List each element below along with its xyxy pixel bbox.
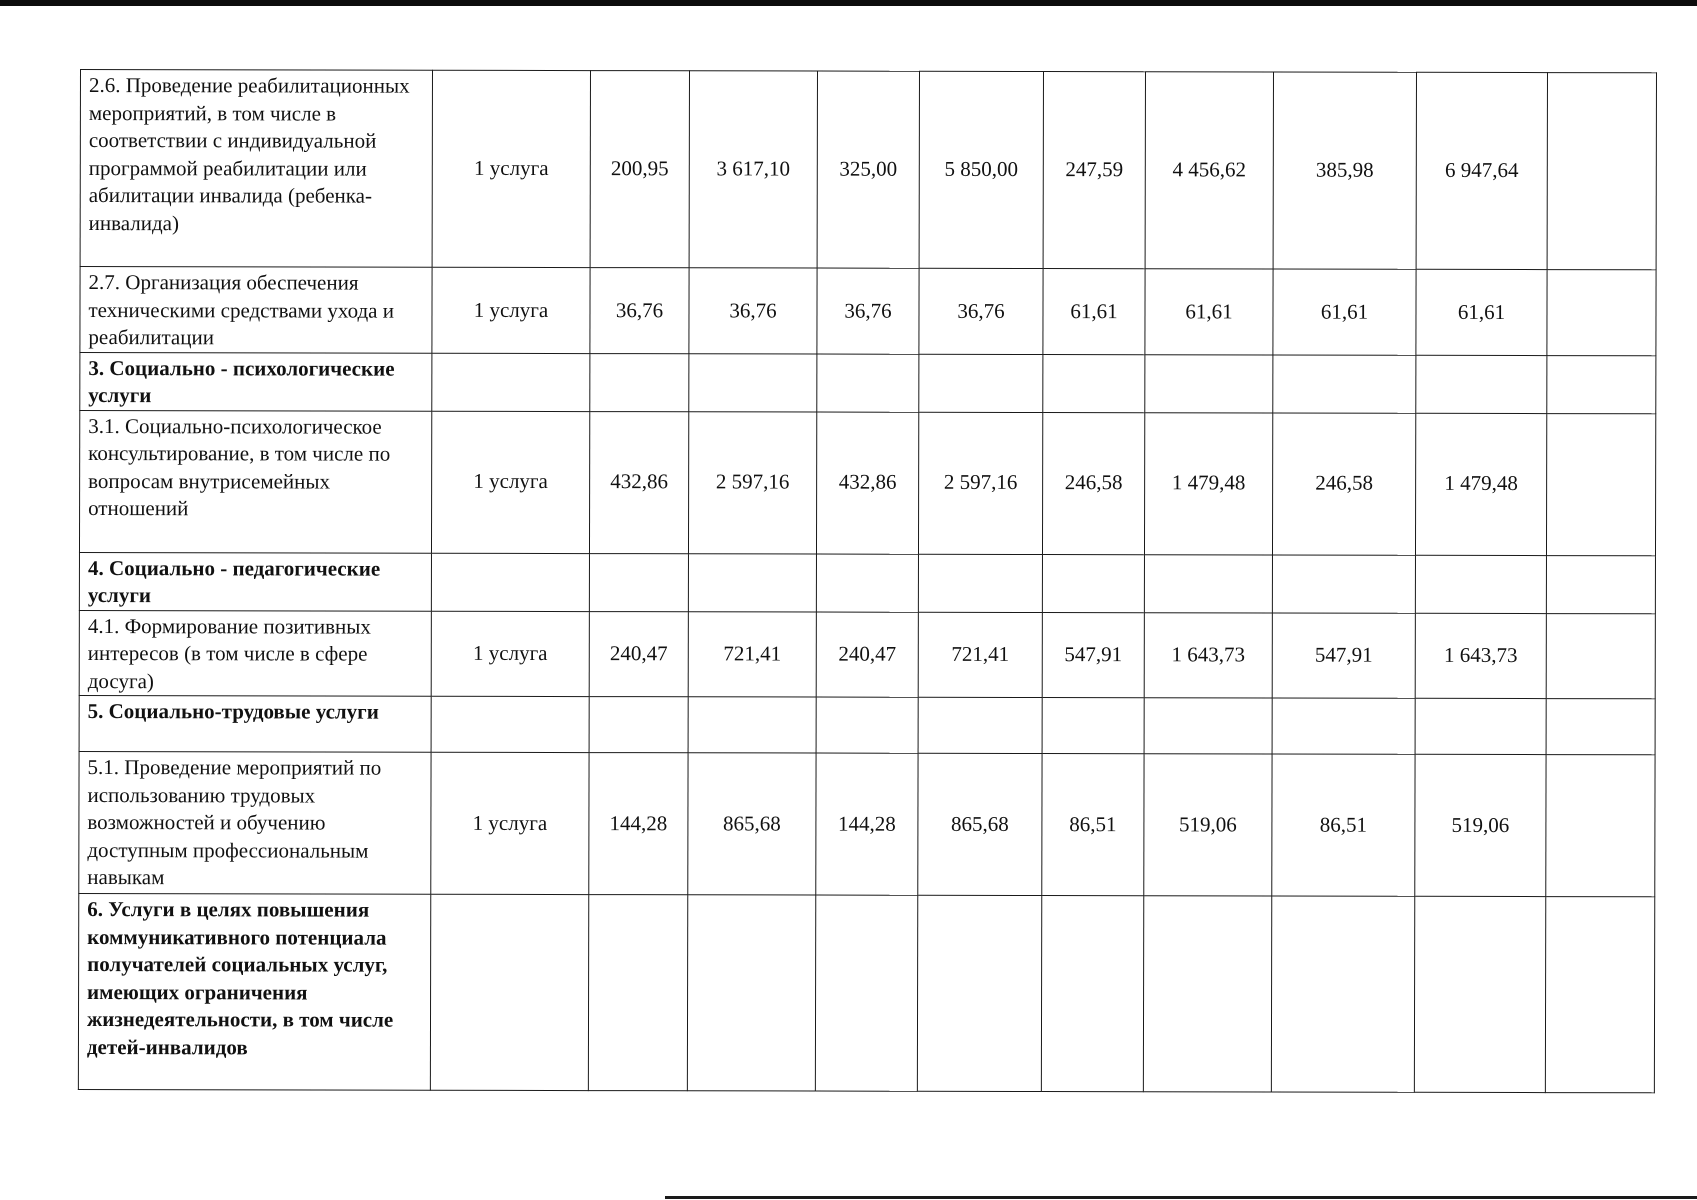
value-cell [918, 697, 1042, 753]
value-cell: 240,47 [816, 612, 918, 698]
value-cell [589, 697, 688, 753]
value-cell [1546, 613, 1655, 699]
scan-edge-top [0, 0, 1697, 6]
scan-edge-bottom [665, 1196, 1697, 1199]
table-row [79, 552, 1655, 613]
value-cell: 246,58 [1272, 412, 1415, 554]
value-cell [1547, 355, 1656, 413]
value-cell: 36,76 [817, 268, 919, 354]
value-cell: 519,06 [1144, 754, 1272, 896]
value-cell: 144,28 [589, 753, 688, 895]
value-cell: 865,68 [688, 753, 816, 895]
table-row [79, 410, 1655, 555]
value-cell: 4 456,62 [1145, 72, 1273, 269]
value-cell: 246,58 [1042, 412, 1144, 554]
value-cell [1546, 699, 1655, 755]
value-cell [816, 697, 918, 753]
unit-cell: 1 услуга [431, 611, 589, 697]
value-cell: 5 850,00 [919, 71, 1043, 268]
value-cell: 200,95 [590, 71, 689, 268]
value-cell: 61,61 [1145, 269, 1273, 355]
value-cell: 1 643,73 [1415, 613, 1546, 699]
value-cell: 6 947,64 [1416, 72, 1547, 269]
value-cell: 36,76 [689, 268, 817, 354]
value-cell: 36,76 [590, 268, 689, 354]
value-cell [1144, 554, 1272, 612]
value-cell [1546, 555, 1655, 613]
value-cell [1042, 554, 1144, 612]
unit-cell [431, 553, 589, 611]
value-cell: 2 597,16 [688, 411, 816, 553]
value-cell [1271, 896, 1414, 1092]
value-cell: 86,51 [1042, 754, 1144, 896]
value-cell [1273, 354, 1416, 412]
value-cell [816, 554, 918, 612]
service-name-cell: 5.1. Проведение мероприятий по использованию трудовых возможностей и обучению доступным профессиональным навыкам [79, 751, 431, 894]
value-cell: 721,41 [918, 612, 1042, 698]
value-cell: 36,76 [919, 268, 1043, 354]
value-cell: 3 617,10 [689, 71, 817, 268]
value-cell: 432,86 [589, 411, 688, 553]
value-cell: 240,47 [589, 611, 688, 697]
value-cell [1145, 354, 1273, 412]
value-cell: 865,68 [918, 753, 1042, 895]
value-cell [1416, 355, 1547, 413]
unit-cell [432, 353, 590, 411]
unit-cell: 1 услуга [432, 267, 590, 353]
service-name-cell: 3.1. Социально-психологическое консультирование, в том числе по вопросам внутрисемейных отношений [79, 410, 431, 553]
service-name-cell: 4.1. Формирование позитивных интересов (в том числе в сфере досуга) [79, 610, 431, 696]
value-cell [588, 895, 687, 1091]
value-cell: 325,00 [817, 71, 919, 268]
value-cell: 61,61 [1043, 269, 1145, 355]
value-cell [590, 353, 689, 411]
value-cell [1414, 896, 1545, 1092]
table-row [79, 751, 1655, 896]
section-heading-cell: 5. Социально-трудовые услуги [79, 695, 431, 752]
value-cell [689, 353, 817, 411]
value-cell: 1 479,48 [1144, 412, 1272, 554]
value-cell [817, 354, 919, 412]
value-cell [1415, 555, 1546, 613]
value-cell: 547,91 [1042, 612, 1144, 698]
value-cell [1415, 698, 1546, 754]
value-cell [1043, 354, 1145, 412]
value-cell: 1 643,73 [1144, 612, 1272, 698]
value-cell [1272, 554, 1415, 612]
value-cell: 1 479,48 [1415, 413, 1546, 555]
services-tariff-table [78, 69, 1657, 1093]
value-cell [1546, 413, 1655, 555]
value-cell [1545, 897, 1654, 1093]
unit-cell: 1 услуга [431, 752, 589, 894]
value-cell: 86,51 [1272, 754, 1415, 896]
section-heading-cell: 6. Услуги в целях повышения коммуникативного потенциала получателей социальных услуг, имеющих ограничения жизнедеятельности, в том числе детей-инвалидов [78, 893, 430, 1090]
value-cell: 2 597,16 [918, 412, 1042, 554]
table-row [80, 267, 1656, 356]
value-cell [917, 895, 1041, 1091]
service-name-cell: 2.6. Проведение реабилитационных мероприятий, в том числе в соответствии с индивидуальной программой реабилитации или абилитации инвалида (ребенка-инвалида) [80, 70, 432, 268]
table-row [79, 610, 1655, 699]
unit-cell: 1 услуга [431, 411, 589, 553]
value-cell [919, 354, 1043, 412]
value-cell [688, 697, 816, 753]
value-cell [1272, 698, 1415, 754]
value-cell: 61,61 [1273, 269, 1416, 355]
value-cell [1547, 270, 1656, 356]
value-cell [687, 895, 815, 1091]
service-name-cell: 2.7. Организация обеспечения техническими средствами ухода и реабилитации [80, 267, 432, 353]
table-row [80, 70, 1656, 270]
value-cell [815, 895, 917, 1091]
table-row [79, 695, 1655, 754]
value-cell: 385,98 [1273, 72, 1416, 269]
value-cell: 61,61 [1416, 269, 1547, 355]
table-row [80, 352, 1656, 413]
value-cell [1546, 755, 1655, 897]
value-cell [1041, 896, 1143, 1092]
value-cell: 519,06 [1415, 754, 1546, 896]
section-heading-cell: 4. Социально - педагогические услуги [79, 552, 431, 611]
value-cell [1143, 896, 1271, 1092]
value-cell: 721,41 [688, 611, 816, 697]
value-cell [1547, 73, 1656, 270]
value-cell: 547,91 [1272, 612, 1415, 698]
table-body [78, 70, 1656, 1093]
value-cell [589, 553, 688, 611]
value-cell: 144,28 [816, 753, 918, 895]
unit-cell [431, 696, 589, 752]
value-cell [1144, 698, 1272, 754]
unit-cell [430, 894, 588, 1090]
table-row [78, 893, 1654, 1092]
value-cell [688, 553, 816, 611]
value-cell [918, 554, 1042, 612]
value-cell [1042, 698, 1144, 754]
value-cell: 247,59 [1043, 72, 1145, 269]
value-cell: 432,86 [816, 412, 918, 554]
section-heading-cell: 3. Социально - психологические услуги [80, 352, 432, 411]
unit-cell: 1 услуга [432, 70, 590, 267]
